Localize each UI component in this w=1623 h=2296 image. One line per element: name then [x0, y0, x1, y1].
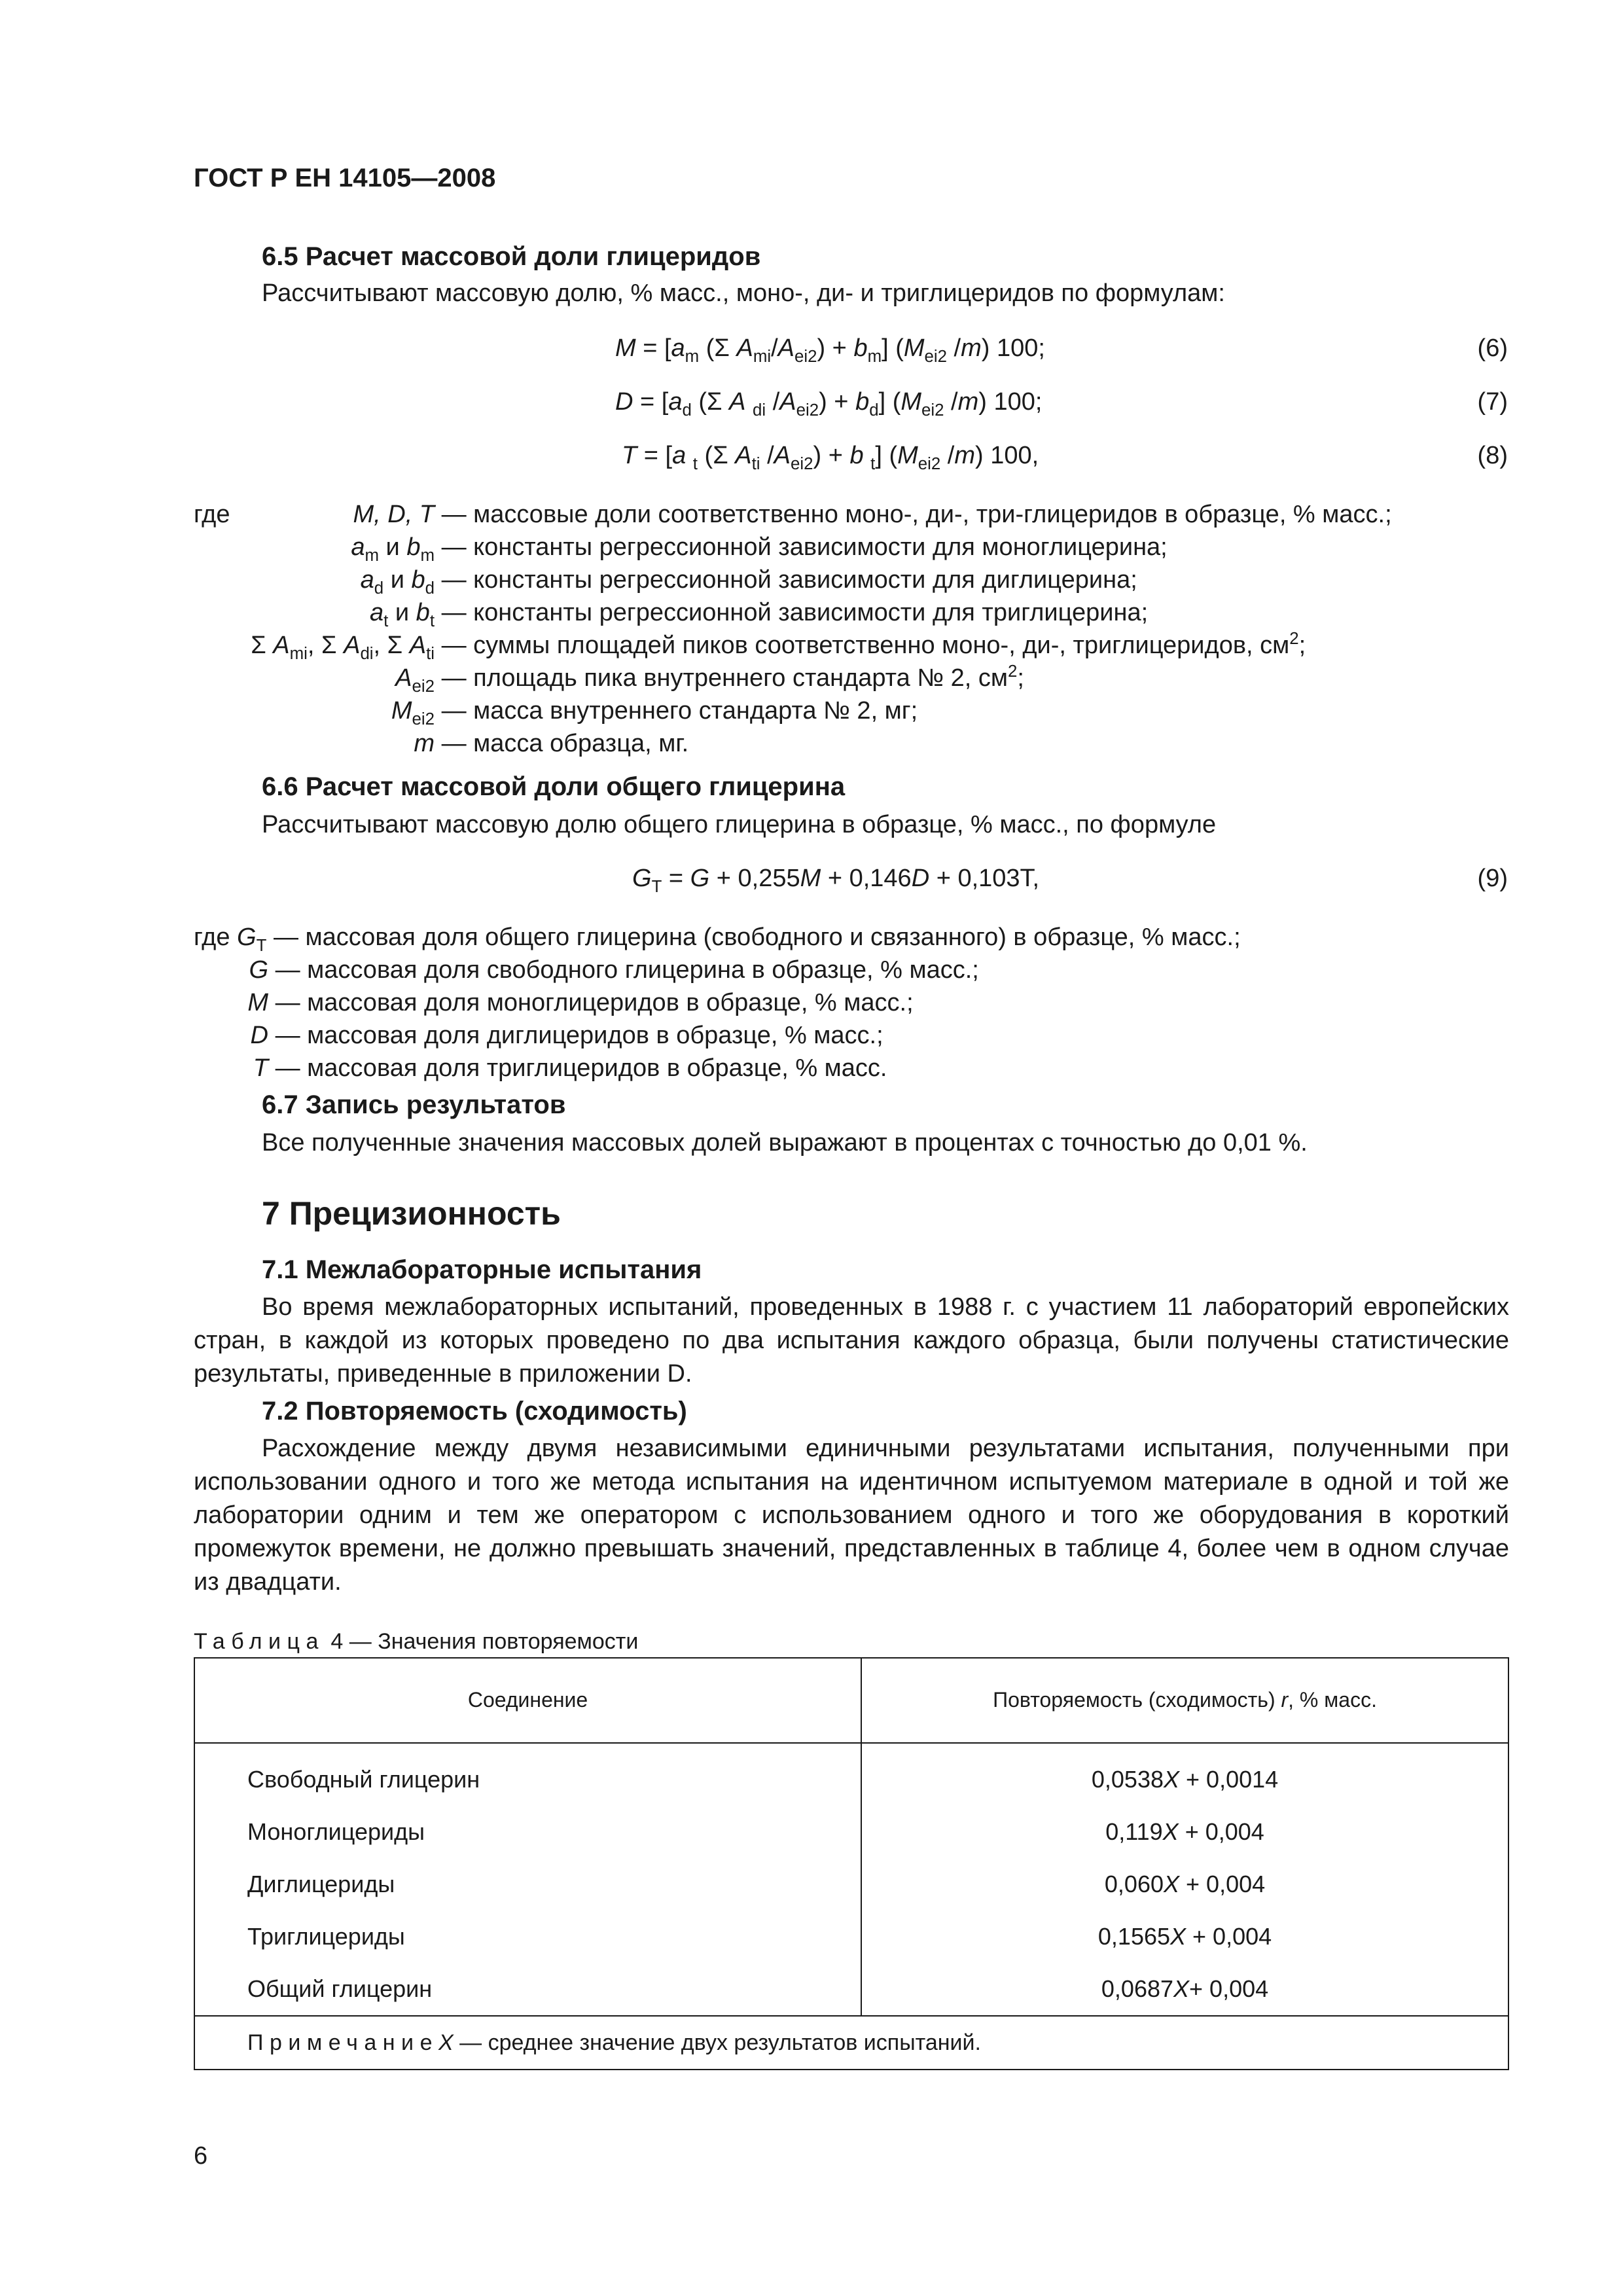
formula-7-number: (7) — [1477, 388, 1508, 416]
legend-row: где $G_T$ — массовая доля общего глицерина (свободного и связанного) в образце, % масс.; — [194, 924, 1241, 956]
formula-8: T = [a $_t$ (Σ $A_{ti}$ $/A_{ei2}) + b$ $_t$] ($M_{ei2}$ /m) 100, — [622, 442, 1039, 474]
formula-7: $D = [a_d$ (Σ A $_{di}$ $/A_{ei2}) + b_d$] ($M_{ei2}$ /m) 100; — [615, 388, 1043, 420]
legend-row: M — массовая доля моноглицеридов в образце, % масс.; — [247, 989, 914, 1016]
section-7-1-title: 7.1 Межлабораторные испытания — [262, 1255, 702, 1284]
section-6-7-text: Все полученные значения массовых долей выражают в процентах с точностью до 0,01 %. — [262, 1129, 1308, 1157]
section-7-2-text: Расхождение между двумя независимыми единичными результатами испытания, полученными при использовании одного и того же метода испытания на идентичном испытуемом материале в одной и той же лаборатории одним и тем же оператором с использованием одного и того же оборудования в короткий промежуток времени, не должно превышать значений, представленных в таблице 4, более чем в одном случае из двадцати. — [194, 1435, 1509, 1596]
legend-6-5 — [194, 499, 1620, 761]
formula-8-number: (8) — [1477, 442, 1508, 469]
legend-row: M, D, T — массовые доли соответственно моно-, ди-, три-глицеридов в образце, % масс.; — [353, 501, 1392, 528]
column-header-repeatability: Повторяемость (сходимость) r, % масс. — [861, 1658, 1508, 1743]
legend-row: $a_m$ и $b_m$ — константы регрессионной зависимости для моноглицерина; — [351, 533, 1168, 565]
formula-9-number: (9) — [1477, 865, 1508, 892]
legend-row: G — массовая доля свободного глицерина в образце, % масс.; — [249, 956, 979, 984]
table-row: Триглицериды 0,1565X + 0,004 — [194, 1910, 1508, 1963]
section-6-6-intro: Рассчитывают массовую долю общего глицерина в образце, % масс., по формуле — [262, 811, 1217, 838]
legend-row: $a_t$ и $b_t$ — константы регрессионной зависимости для триглицерина; — [370, 599, 1149, 631]
table-row: Общий глицерин 0,0687X+ 0,004 — [194, 1963, 1508, 2016]
legend-row: T — массовая доля триглицеридов в образце, % масс. — [253, 1054, 887, 1082]
section-6-7-title: 6.7 Запись результатов — [262, 1090, 566, 1119]
table-4 — [194, 1657, 1509, 2070]
legend-where-label: где — [194, 501, 230, 528]
legend-row: Σ $A_{mi}$, Σ $A_{di}$, Σ $A_{ti}$ — суммы площадей пиков соответственно моно-, ди-, триглицеридов, $см^2$; — [251, 629, 1306, 664]
section-6-5-title: 6.5 Расчет массовой доли глицеридов — [262, 242, 761, 271]
section-7-2-title: 7.2 Повторяемость (сходимость) — [262, 1397, 687, 1426]
document-code-header: ГОСТ Р ЕН 14105—2008 — [194, 164, 496, 192]
section-6-5-intro: Рассчитывают массовую долю, % масс., моно-, ди- и триглицеридов по формулам: — [262, 279, 1225, 307]
column-header-compound: Соединение — [194, 1658, 861, 1743]
table-row: Диглицериды 0,060X + 0,004 — [194, 1858, 1508, 1910]
section-6-6-title: 6.6 Расчет массовой доли общего глицерина — [262, 772, 846, 801]
table-note-row — [194, 2016, 1508, 2070]
formula-6: $M = [a_m$ (Σ $A_{mi}/A_{ei2}) + b_m$] ($M_{ei2}$ /m) 100; — [615, 334, 1045, 367]
formula-9: $G_T = G + 0,255M + 0,146D + 0,103T$, — [632, 865, 1040, 897]
legend-row: m — масса образца, мг. — [414, 730, 689, 757]
legend-6-6 — [194, 922, 1620, 1092]
section-7-1-text: Во время межлабораторных испытаний, проведенных в 1988 г. с участием 11 лабораторий европейских стран, в каждой из которых проведено по два испытания каждого образца, были получены статистические результаты, приведенные в приложении D. — [194, 1293, 1509, 1388]
table-row: Свободный глицерин 0,0538X + 0,0014 — [194, 1743, 1508, 1806]
legend-row: $M_{ei2}$ — масса внутреннего стандарта № 2, мг; — [391, 697, 918, 729]
table-note: ПримечаниеX — среднее значение двух результатов испытаний. — [194, 2016, 1508, 2070]
legend-row: D — массовая доля диглицеридов в образце, % масс.; — [250, 1022, 883, 1049]
table-header-row — [194, 1658, 1508, 1743]
table-4-caption: Таблица 4 — Значения повторяемости — [194, 1629, 639, 1654]
section-7-title: 7 Прецизионность — [262, 1195, 561, 1232]
legend-row: $a_d$ и $b_d$ — константы регрессионной зависимости для диглицерина; — [360, 566, 1137, 598]
legend-row: $A_{ei2}$ — площадь пика внутреннего стандарта № 2, $см^2$; — [395, 662, 1024, 696]
page-number: 6 — [194, 2142, 208, 2170]
formula-6-number: (6) — [1477, 334, 1508, 362]
table-row: Моноглицериды 0,119X + 0,004 — [194, 1806, 1508, 1858]
